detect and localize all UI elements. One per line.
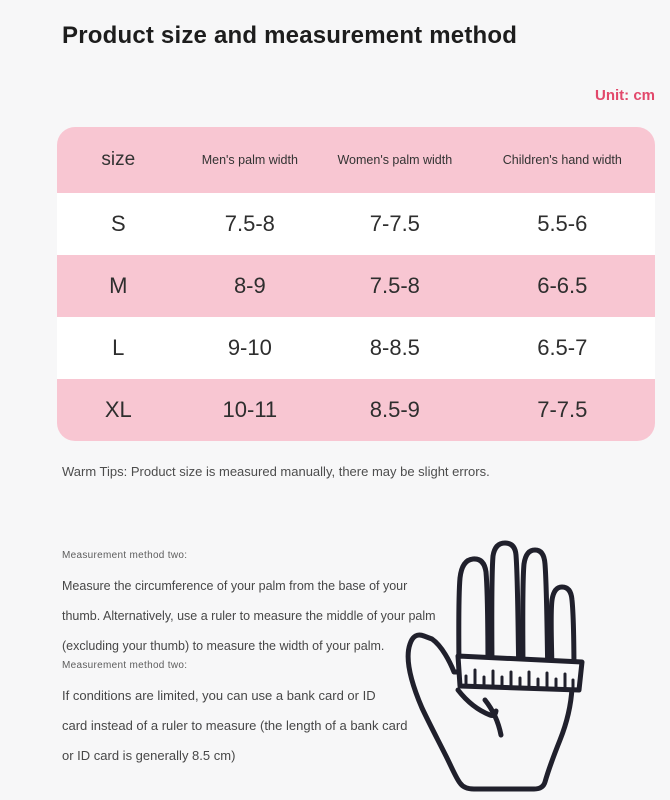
method-two-label: Measurement method two:	[62, 660, 188, 671]
column-header-size: size	[101, 149, 136, 170]
method-one-line-3: (excluding your thumb) to measure the width of your palm.	[62, 639, 385, 653]
table-row-l	[57, 317, 655, 379]
cell-size: M	[109, 273, 128, 298]
method-one-label: Measurement method two:	[62, 550, 188, 561]
page-title: Product size and measurement method	[62, 22, 518, 49]
hand-with-ruler-icon	[402, 540, 592, 795]
cell-mens: 9-10	[227, 335, 272, 360]
column-header-mens-palm-width: Men's palm width	[201, 153, 298, 167]
method-one-text	[62, 571, 452, 661]
cell-mens: 8-9	[233, 273, 266, 298]
method-one-line-1: Measure the circumference of your palm from the base of your	[62, 579, 408, 593]
table-row-xl	[57, 379, 655, 441]
cell-childrens: 7-7.5	[537, 397, 588, 422]
warm-tips-text: Warm Tips: Product size is measured manually, there may be slight errors.	[62, 464, 490, 479]
cell-womens: 7.5-8	[369, 273, 420, 298]
cell-womens: 8.5-9	[369, 397, 420, 422]
method-one-line-2: thumb. Alternatively, use a ruler to measure the middle of your palm	[62, 609, 436, 623]
cell-mens: 7.5-8	[224, 211, 275, 236]
cell-womens: 7-7.5	[369, 211, 420, 236]
column-header-childrens-hand-width: Children's hand width	[502, 153, 622, 167]
size-table-header-row	[57, 127, 655, 193]
unit-label: Unit: cm	[595, 87, 655, 104]
cell-size: L	[112, 335, 125, 360]
cell-childrens: 5.5-6	[537, 211, 588, 236]
cell-mens: 10-11	[222, 397, 278, 422]
column-header-womens-palm-width: Women's palm width	[337, 153, 453, 167]
table-row-s	[57, 193, 655, 255]
table-row-m	[57, 255, 655, 317]
method-two-line-1: If conditions are limited, you can use a bank card or ID	[62, 688, 376, 703]
size-table	[57, 127, 655, 441]
method-two-line-2: card instead of a ruler to measure (the length of a bank card	[62, 718, 408, 733]
cell-size: S	[110, 211, 126, 236]
method-two-text	[62, 681, 452, 771]
cell-womens: 8-8.5	[369, 335, 420, 360]
method-two-line-3: or ID card is generally 8.5 cm)	[62, 748, 236, 763]
cell-size: XL	[104, 397, 132, 422]
cell-childrens: 6.5-7	[537, 335, 588, 360]
cell-childrens: 6-6.5	[537, 273, 588, 298]
